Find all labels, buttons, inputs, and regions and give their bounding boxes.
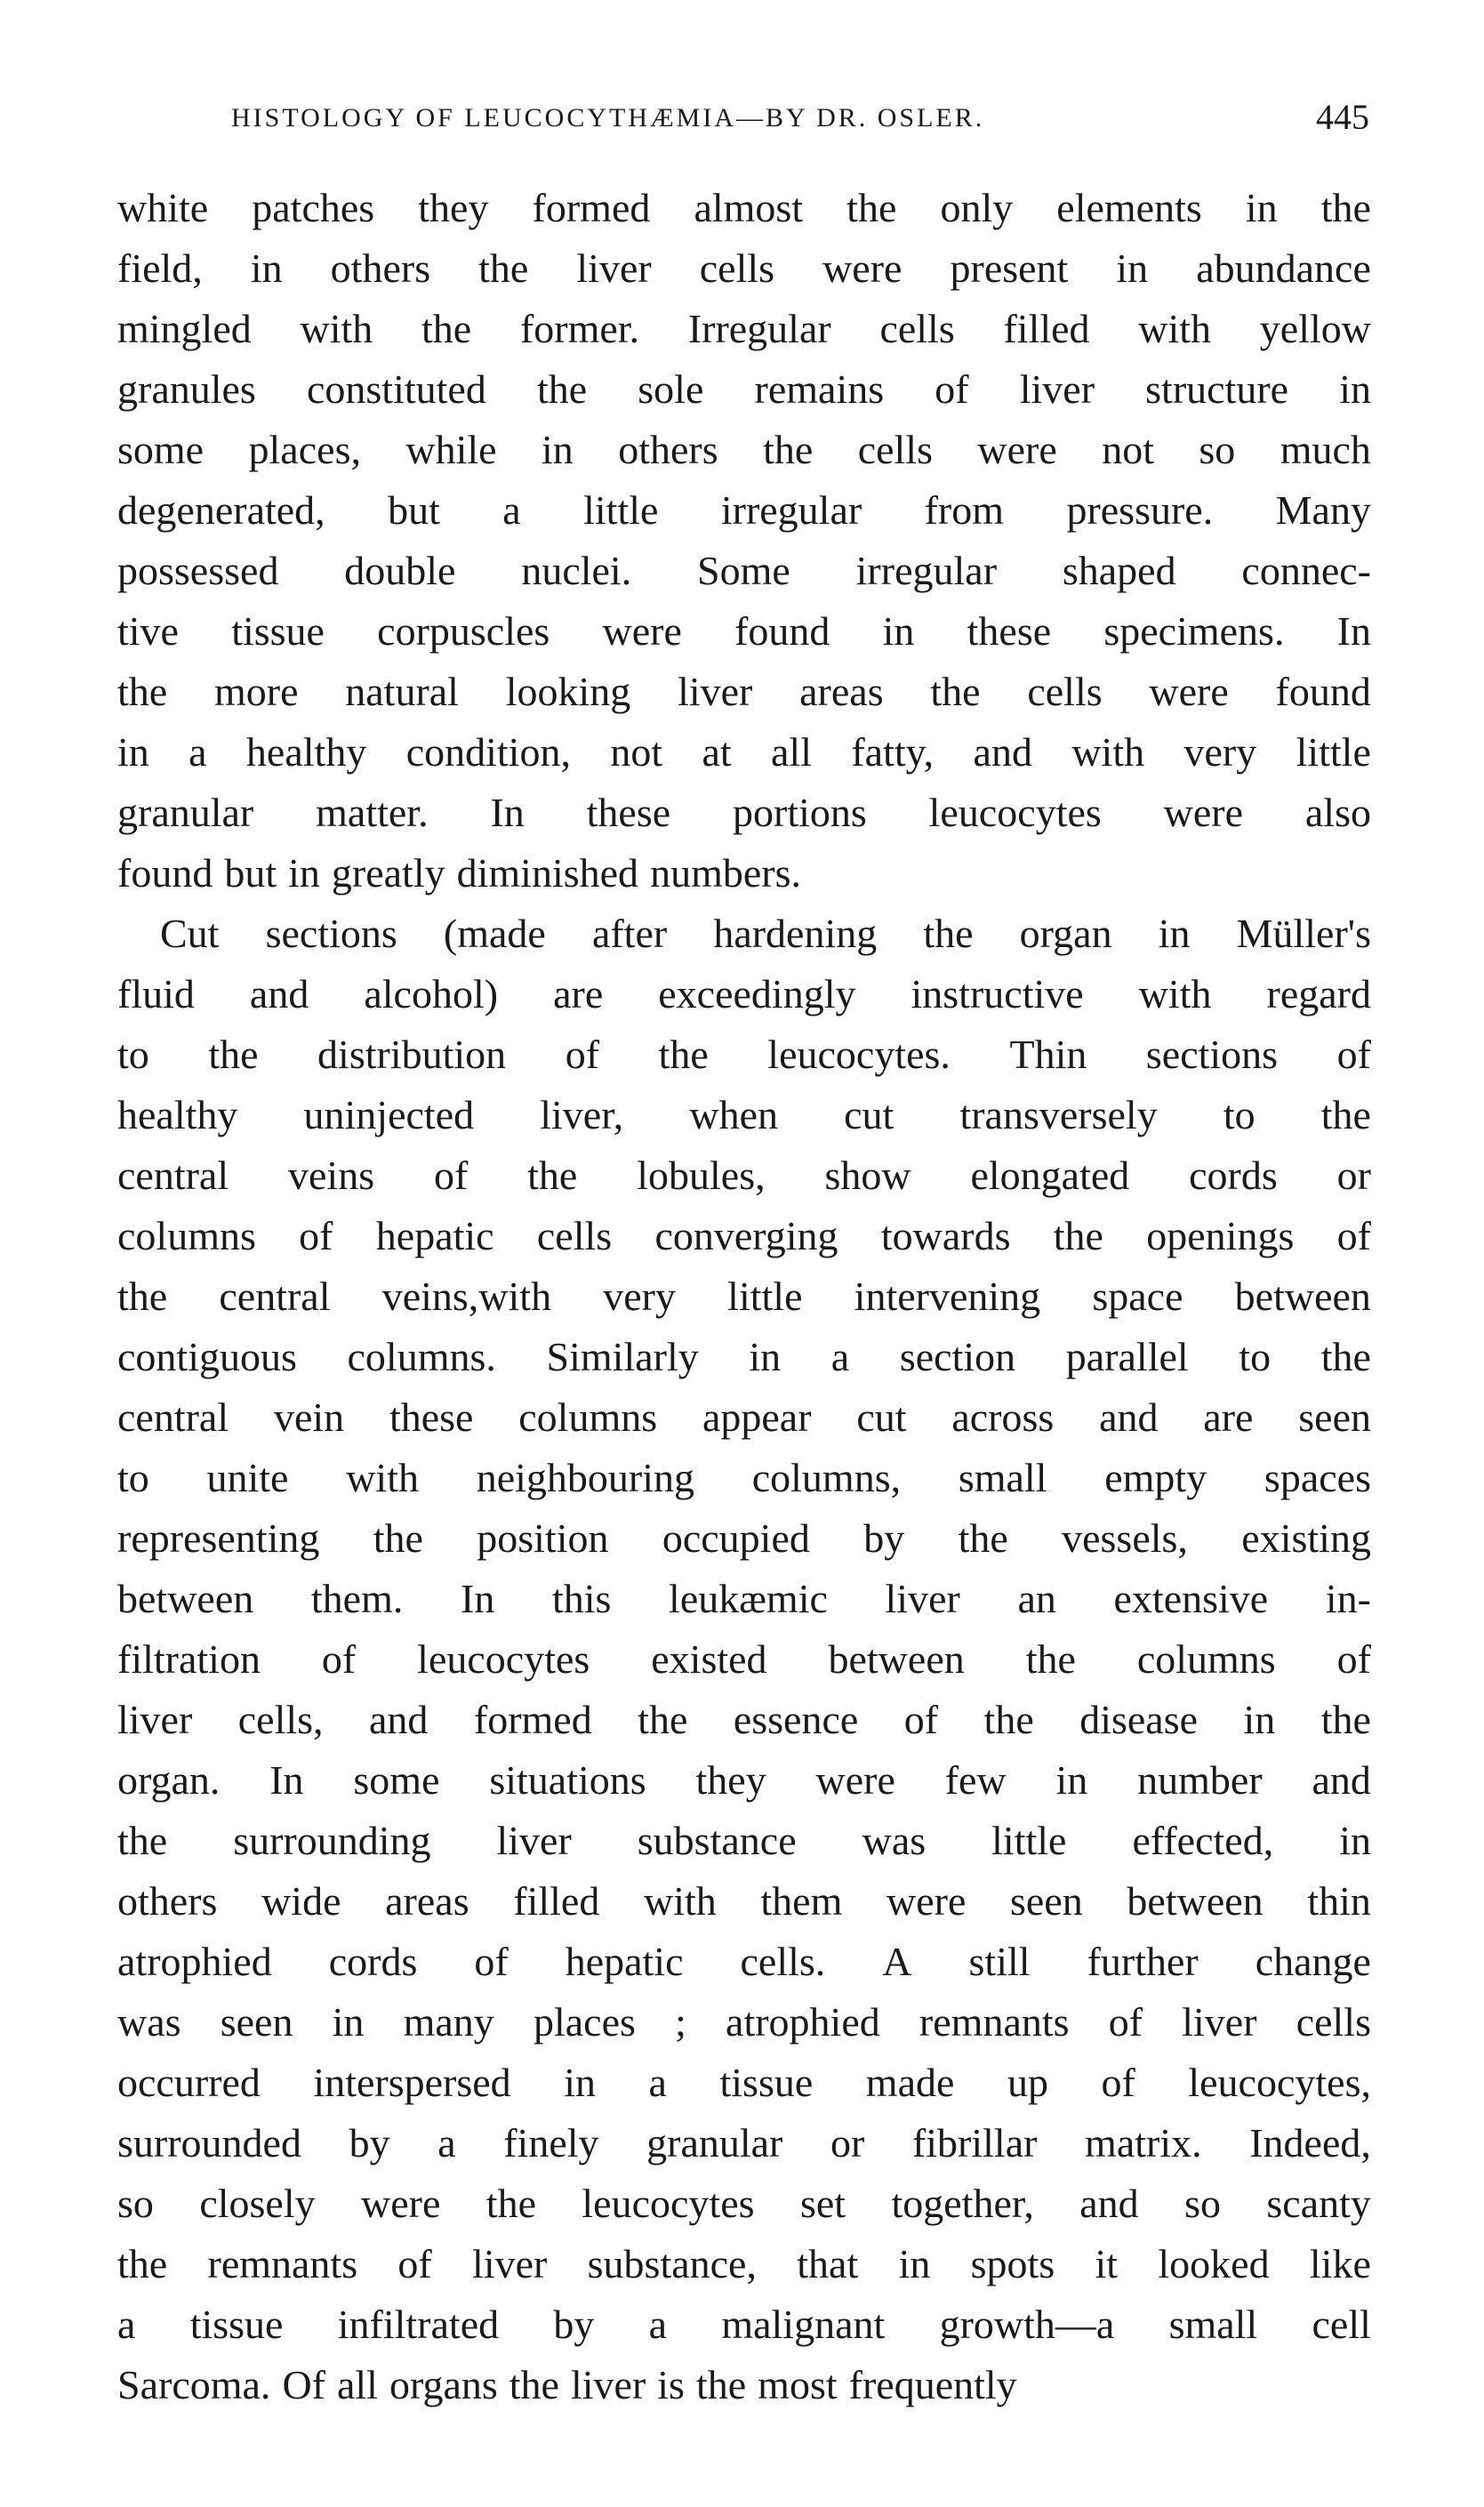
page-number: 445 <box>1316 97 1369 137</box>
text-line: mingled with the former. Irregular cells filled with yellow <box>117 306 1371 351</box>
text-line: a tissue infiltrated by a malignant growth—a small cell <box>117 2302 1371 2347</box>
text-line: some places, while in others the cells were not so much <box>117 427 1371 472</box>
text-line: others wide areas filled with them were seen between thin <box>117 1878 1371 1924</box>
text-line: central vein these columns appear cut across and are seen <box>117 1394 1371 1440</box>
text-line: liver cells, and formed the essence of the disease in the <box>117 1697 1371 1742</box>
text-line: field, in others the liver cells were present in abundance <box>117 245 1371 291</box>
text-line: granular matter. In these portions leucocytes were also <box>117 790 1371 835</box>
text-line: so closely were the leucocytes set together, and so scanty <box>117 2181 1371 2226</box>
text-line: was seen in many places ; atrophied remnants of liver cells <box>117 1999 1371 2045</box>
text-line: white patches they formed almost the only elements in the <box>117 185 1371 230</box>
text-line: the central veins,with very little intervening space between <box>117 1274 1371 1319</box>
body-text <box>117 178 1371 2415</box>
text-line: surrounded by a finely granular or fibrillar matrix. Indeed, <box>117 2120 1371 2166</box>
text-line: representing the position occupied by the vessels, existing <box>117 1515 1371 1561</box>
running-title: HISTOLOGY OF LEUCOCYTHÆMIA—BY DR. OSLER. <box>231 103 985 133</box>
text-line: Sarcoma. Of all organs the liver is the most frequently <box>117 2362 1017 2407</box>
text-line: to the distribution of the leucocytes. Thin sections of <box>117 1032 1371 1077</box>
text-line: granules constituted the sole remains of liver structure in <box>117 366 1371 412</box>
text-line: the surrounding liver substance was little effected, in <box>117 1818 1371 1863</box>
text-line: Cut sections (made after hardening the organ in Müller's <box>160 911 1371 956</box>
text-line: atrophied cords of hepatic cells. A still further change <box>117 1939 1371 1984</box>
text-line: the more natural looking liver areas the cells were found <box>117 669 1371 714</box>
text-line: central veins of the lobules, show elongated cords or <box>117 1153 1371 1198</box>
text-line: tive tissue corpuscles were found in these specimens. In <box>117 608 1371 654</box>
text-line: in a healthy condition, not at all fatty, and with very little <box>117 729 1371 775</box>
text-line: the remnants of liver substance, that in spots it looked like <box>117 2241 1371 2286</box>
paragraph <box>117 178 1371 904</box>
text-line: contiguous columns. Similarly in a section parallel to the <box>117 1334 1371 1379</box>
text-line: organ. In some situations they were few in number and <box>117 1757 1371 1803</box>
text-line: fluid and alcohol) are exceedingly instructive with regard <box>117 971 1371 1016</box>
text-line: to unite with neighbouring columns, small empty spaces <box>117 1455 1371 1500</box>
text-line: occurred interspersed in a tissue made up of leucocytes, <box>117 2060 1371 2105</box>
text-line: degenerated, but a little irregular from pressure. Many <box>117 487 1371 533</box>
text-line: possessed double nuclei. Some irregular shaped connec- <box>117 548 1371 593</box>
text-line: healthy uninjected liver, when cut transversely to the <box>117 1092 1371 1137</box>
text-line: filtration of leucocytes existed between the columns of <box>117 1636 1371 1682</box>
text-line: between them. In this leukæmic liver an extensive in- <box>117 1576 1371 1621</box>
running-head <box>231 96 1369 149</box>
text-line: found but in greatly diminished numbers. <box>117 850 801 896</box>
text-line: columns of hepatic cells converging towards the openings of <box>117 1213 1371 1258</box>
paragraph <box>117 904 1371 2415</box>
